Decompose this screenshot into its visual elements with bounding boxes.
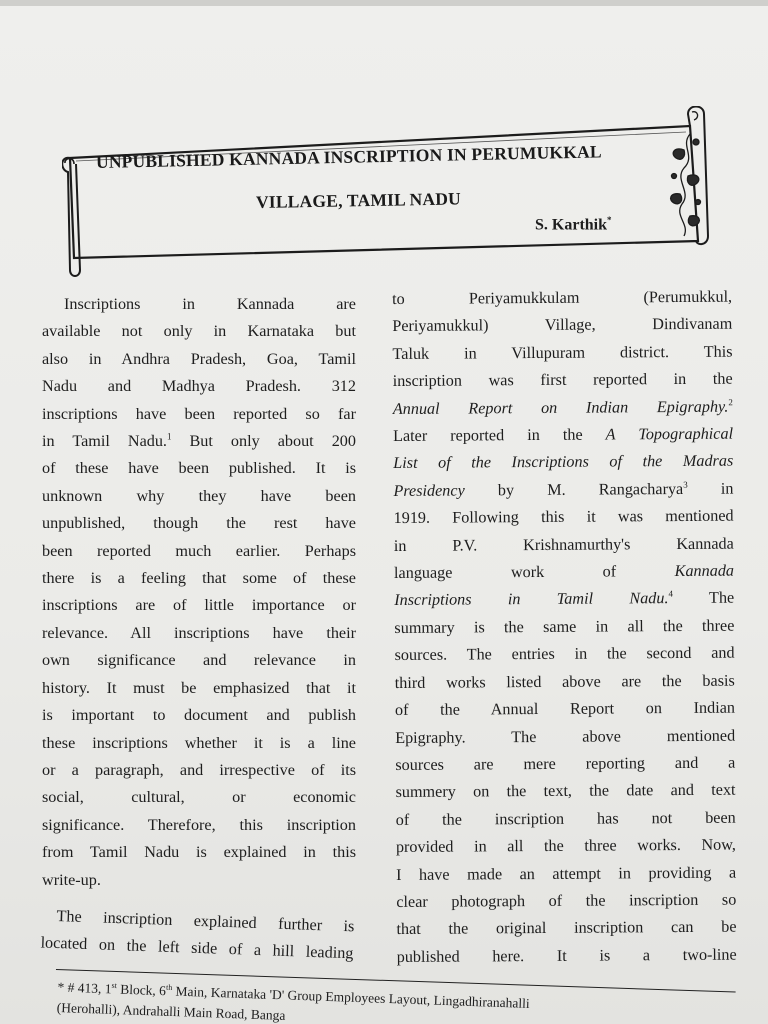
- text-line: inscriptions have been reported so far: [42, 404, 356, 423]
- text-line: Nadu and Madhya Pradesh. 312: [42, 377, 356, 396]
- text-line: own significance and relevance in: [42, 651, 356, 670]
- text-line: Epigraphy. The above mentioned: [395, 726, 736, 747]
- text-line: write-up.: [42, 870, 101, 889]
- text-line: Periyamukkul) Village, Dindivanam: [392, 315, 733, 336]
- text-line: List of the Inscriptions of the Madras: [393, 452, 734, 473]
- text-line: social, cultural, or economic: [42, 788, 356, 807]
- text-line: third works listed above are the basis: [394, 671, 735, 692]
- text-line: unpublished, though the rest have: [42, 514, 356, 533]
- article-title-line-2: VILLAGE, TAMIL NADU: [255, 188, 462, 212]
- text-line: to Periyamukkulam (Perumukkul,: [392, 287, 733, 308]
- left-column-text: [42, 291, 356, 894]
- text-line: The inscription explained further is: [56, 906, 355, 936]
- text-line: unknown why they have been: [42, 486, 356, 505]
- text-line: sources are mere reporting and a: [395, 753, 736, 774]
- text-line: published here. It is a two-line: [396, 945, 737, 966]
- text-line: is important to document and publish: [42, 706, 356, 725]
- text-line: from Tamil Nadu is explained in this: [42, 843, 356, 862]
- text-line: located on the left side of a hill leading: [40, 933, 354, 963]
- text-line: inscriptions are of little importance or: [42, 596, 356, 615]
- text-line: there is a feeling that some of these: [42, 569, 356, 588]
- text-line: summery on the text, the date and text: [395, 780, 736, 802]
- text-line: Inscriptions in Tamil Nadu.$^4$ The: [394, 589, 735, 610]
- text-line: been reported much earlier. Perhaps: [42, 541, 356, 560]
- text-line: provided in all the three works. Now,: [395, 835, 736, 857]
- text-line: sources. The entries in the second and: [394, 643, 735, 665]
- text-line: summary is the same in all the three: [394, 616, 735, 637]
- text-line: relevance. All inscriptions have their: [42, 623, 356, 642]
- text-line: that the original inscription can be: [396, 917, 737, 939]
- text-line: in P.V. Krishnamurthy's Kannada: [393, 534, 734, 555]
- text-line: in Tamil Nadu.$^1$ But only about 200: [42, 431, 356, 451]
- author-name: S. Karthik*: [535, 215, 612, 234]
- journal-page: [0, 6, 768, 1024]
- text-line: these inscriptions whether it is a line: [42, 733, 356, 752]
- text-line: inscription was first reported in the: [392, 369, 733, 391]
- left-column-second-paragraph: [40, 903, 355, 968]
- text-line: Inscriptions in Kannada are: [64, 295, 356, 313]
- text-line: or a paragraph, and irrespective of its: [42, 760, 356, 779]
- text-line: Presidency by M. Rangacharya$^3$ in: [393, 479, 734, 500]
- text-line: of the inscription has not been: [395, 808, 736, 829]
- text-line: of the Annual Report on Indian: [394, 698, 736, 720]
- text-line: Taluk in Villupuram district. This: [392, 342, 733, 363]
- text-line: language work of Kannada: [393, 561, 735, 583]
- text-line: 1919. Following this it was mentioned: [393, 506, 734, 528]
- text-line: history. It must be emphasized that it: [42, 678, 356, 697]
- article-title-line-1: UNPUBLISHED KANNADA INSCRIPTION IN PERUMUKKAL: [95, 141, 602, 172]
- footnote-line-2: (Herohalli), Andrahalli Main Road, Banga: [56, 999, 286, 1023]
- text-line: Later reported in the A Topographical: [392, 424, 734, 446]
- footnote-line-1: * # 413, 1st Block, 6th Main, Karnataka 'D' Group Employees Layout, Lingadhiranahalli: [57, 979, 530, 1011]
- text-line: Annual Report on Indian Epigraphy.$^2$: [392, 396, 733, 418]
- text-line: clear photograph of the inscription so: [396, 890, 737, 911]
- right-column-text: [392, 284, 737, 972]
- text-line: significance. Therefore, this inscription: [42, 815, 356, 834]
- floral-ornament-icon: [671, 134, 701, 236]
- text-line: of these have been published. It is: [42, 459, 356, 478]
- text-line: I have made an attempt in providing a: [396, 863, 737, 884]
- text-line: also in Andhra Pradesh, Goa, Tamil: [42, 349, 356, 368]
- text-line: available not only in Karnataka but: [42, 322, 356, 341]
